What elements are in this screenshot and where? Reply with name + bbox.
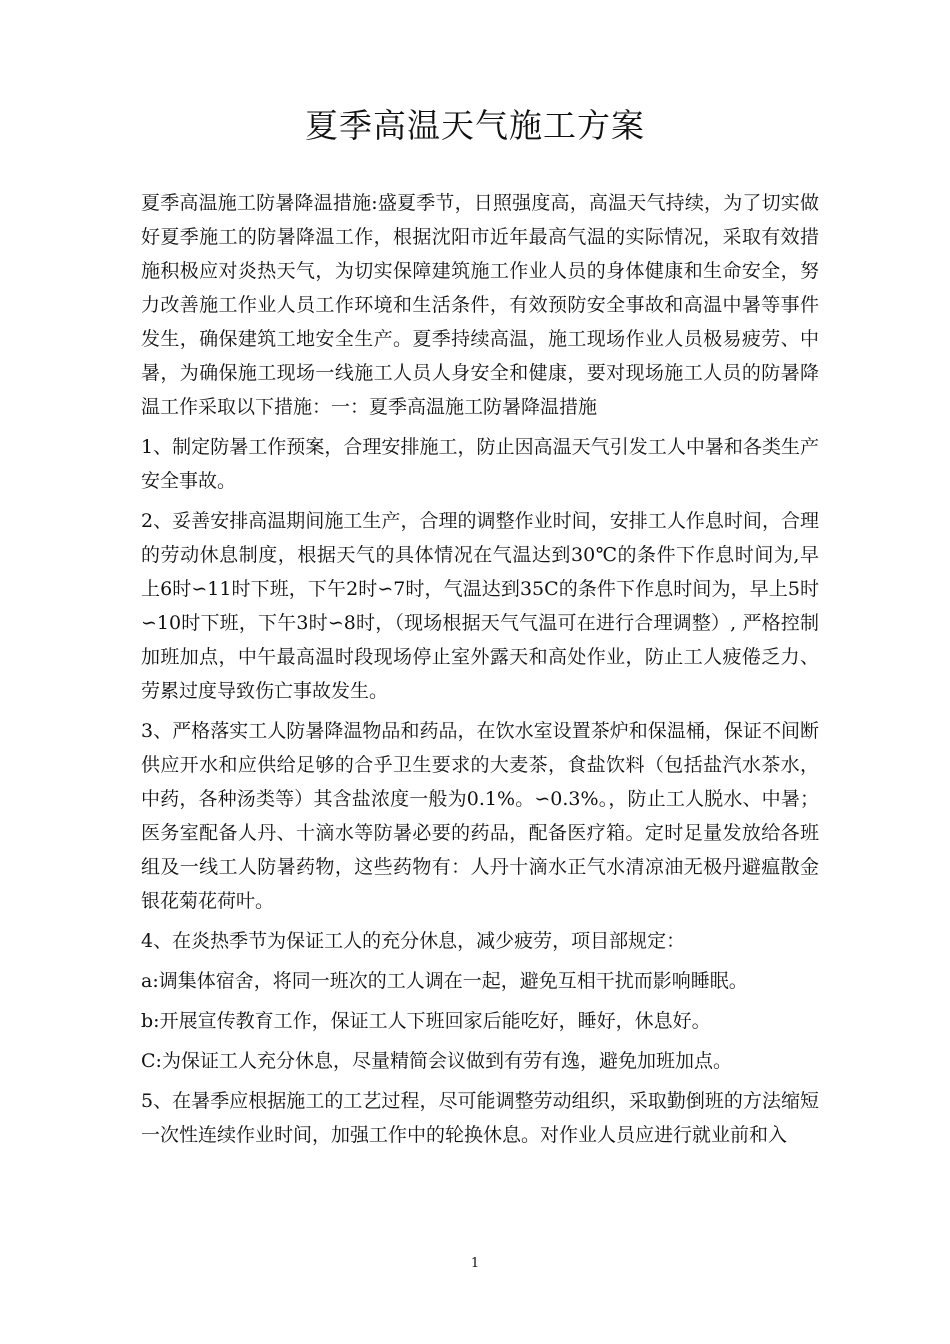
paragraph-item-4a: a:调集体宿舍，将同一班次的工人调在一起，避免互相干扰而影响睡眠。 <box>141 970 748 992</box>
paragraph-item-4b: b:开展宣传教育工作，保证工人下班回家后能吃好，睡好，休息好。 <box>141 1010 711 1032</box>
paragraph-intro: 夏季高温施工防暑降温措施:盛夏季节，日照强度高，高温天气持续，为了切实做好夏季施工的防暑降温工作，根据沈阳市近年最高气温的实际情况，采取有效措施积极应对炎热天气，为切实保障建筑施工作业人员的身体健康和生命安全，努力改善施工作业人员工作环境和生活条件，有效预防安全事故和高温中暑等事件发生，确保建筑工地安全生产。夏季持续高温，施工现场作业人员极易疲劳、中暑，为确保施工现场一线施工人员人身安全和健康，要对现场施工人员的防暑降温工作采取以下措施：一：夏季高温施工防暑降温措施 <box>141 192 819 418</box>
paragraph-item-4: 4、在炎热季节为保证工人的充分休息，减少疲劳，项目部规定： <box>141 930 686 952</box>
paragraph-item-3: 3、严格落实工人防暑降温物品和药品，在饮水室设置茶炉和保温桶，保证不间断供应开水和应供给足够的合乎卫生要求的大麦茶，食盐饮料（包括盐汽水茶水，中药，各种汤类等）其含盐浓度一般为0.1%。∽0.3%。，防止工人脱水、中暑；医务室配备人丹、十滴水等防暑必要的药品，配备医疗箱。定时足量发放给各班组及一线工人防暑药物，这些药物有：人丹十滴水正气水清凉油无极丹避瘟散金银花菊花荷叶。 <box>141 720 819 912</box>
paragraph-item-5: 5、在暑季应根据施工的工艺过程，尽可能调整劳动组织，采取勤倒班的方法缩短一次性连续作业时间，加强工作中的轮换休息。对作业人员应进行就业前和入 <box>141 1090 819 1146</box>
paragraph-item-2: 2、妥善安排高温期间施工生产，合理的调整作业时间，安排工人作息时间，合理的劳动休息制度，根据天气的具体情况在气温达到30℃的条件下作息时间为,早上6时∽11时下班，下午2时∽7时，气温达到35C的条件下作息时间为，早上5时∽10时下班，下午3时∽8时，（现场根据天气气温可在进行合理调整）, 严格控制加班加点，中午最高温时段现场停止室外露天和高处作业，防止工人疲倦乏力、劳累过度导致伤亡事故发生。 <box>141 510 819 702</box>
page-number: 1 <box>470 1256 480 1271</box>
document-body <box>141 186 819 1152</box>
paragraph-item-4c: C:为保证工人充分休息，尽量精简会议做到有劳有逸，避免加班加点。 <box>141 1050 732 1072</box>
document-title: 夏季高温天气施工方案 <box>305 106 645 145</box>
paragraph-item-1: 1、制定防暑工作预案，合理安排施工，防止因高温天气引发工人中暑和各类生产安全事故。 <box>141 436 819 492</box>
